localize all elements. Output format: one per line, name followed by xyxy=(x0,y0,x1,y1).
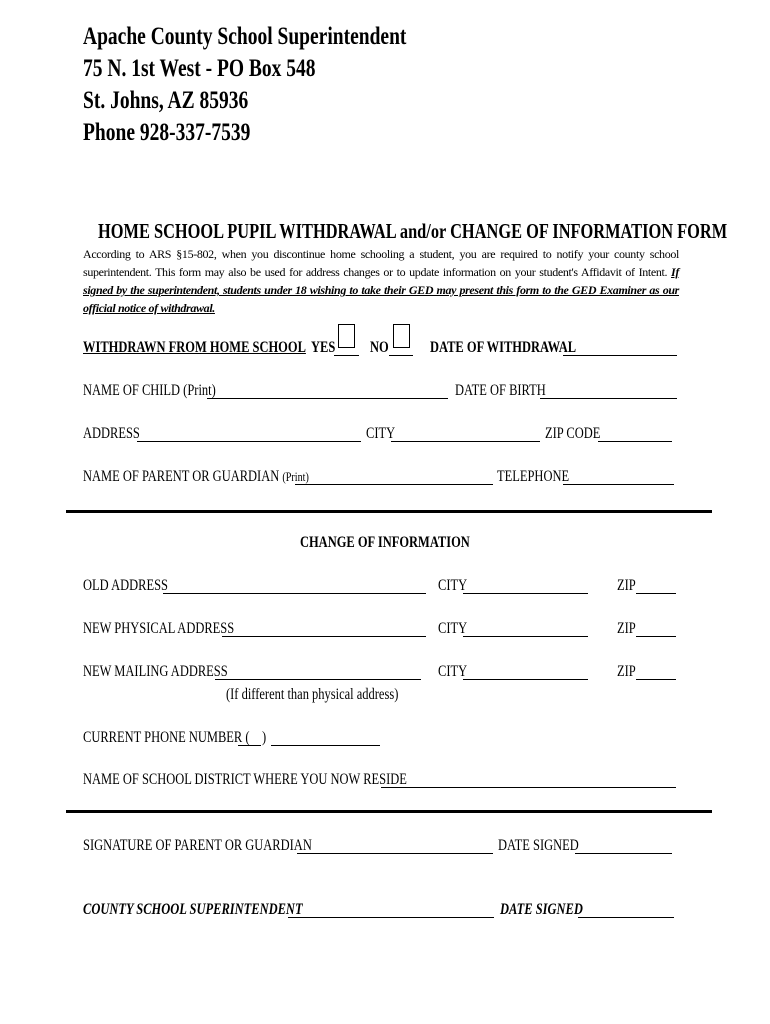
superintendent-signature-field[interactable] xyxy=(288,917,494,918)
superintendent-date-field[interactable] xyxy=(578,917,674,918)
mailing-city-label: CITY xyxy=(438,663,468,680)
yes-checkbox[interactable] xyxy=(338,324,355,348)
address-field[interactable] xyxy=(137,441,361,442)
dob-label: DATE OF BIRTH xyxy=(455,382,546,399)
section-divider xyxy=(66,510,712,513)
address-label: ADDRESS xyxy=(83,425,140,442)
zip-code-field[interactable] xyxy=(598,441,672,442)
header-address: 75 N. 1st West - PO Box 548 xyxy=(83,55,316,82)
physical-zip-label: ZIP xyxy=(617,620,636,637)
old-zip-field[interactable] xyxy=(636,593,676,594)
intro-emphasis: If signed by the superintendent, students under 18 wishing to take their GED may present this form to the GED Examiner as our official notice of withdrawal. xyxy=(83,265,679,315)
district-label: NAME OF SCHOOL DISTRICT WHERE YOU NOW RESIDE xyxy=(83,771,407,788)
old-city-field[interactable] xyxy=(463,593,588,594)
date-of-withdrawal-label: DATE OF WITHDRAWAL xyxy=(430,339,577,356)
phone-close-paren: ) xyxy=(262,729,267,746)
child-name-field[interactable] xyxy=(207,398,448,399)
date-signed-label: DATE SIGNED xyxy=(498,837,579,854)
dob-field[interactable] xyxy=(540,398,677,399)
yes-label: YES xyxy=(311,339,336,356)
new-physical-field[interactable] xyxy=(222,636,426,637)
intro-text: According to ARS §15-802, when you discontinue home schooling a student, you are required to notify your county school superintendent. This form may also be used for address changes or to update information on your student's Affidavit of Intent. xyxy=(83,247,679,279)
area-code-field[interactable] xyxy=(238,745,261,746)
mailing-city-field[interactable] xyxy=(463,679,588,680)
header-city-state: St. Johns, AZ 85936 xyxy=(83,87,249,114)
physical-city-field[interactable] xyxy=(463,636,588,637)
telephone-label: TELEPHONE xyxy=(497,468,570,485)
current-phone-label: CURRENT PHONE NUMBER ( xyxy=(83,729,250,746)
parent-name-field[interactable] xyxy=(295,484,493,485)
zip-code-label: ZIP CODE xyxy=(545,425,601,442)
signature-divider xyxy=(66,810,712,813)
old-city-label: CITY xyxy=(438,577,468,594)
old-address-label: OLD ADDRESS xyxy=(83,577,168,594)
parent-name-label: NAME OF PARENT OR GUARDIAN (Print) xyxy=(83,468,309,485)
parent-signature-field[interactable] xyxy=(297,853,493,854)
physical-city-label: CITY xyxy=(438,620,468,637)
change-heading: CHANGE OF INFORMATION xyxy=(300,534,470,551)
physical-zip-field[interactable] xyxy=(636,636,676,637)
form-title: HOME SCHOOL PUPIL WITHDRAWAL and/or CHANGE OF INFORMATION FORM xyxy=(98,219,728,243)
old-zip-label: ZIP xyxy=(617,577,636,594)
old-address-field[interactable] xyxy=(163,593,426,594)
new-mailing-field[interactable] xyxy=(215,679,421,680)
no-checkbox[interactable] xyxy=(393,324,410,348)
mailing-zip-label: ZIP xyxy=(617,663,636,680)
no-line xyxy=(389,355,413,356)
header-phone: Phone 928-337-7539 xyxy=(83,119,251,146)
current-phone-field[interactable] xyxy=(271,745,380,746)
header-org-name: Apache County School Superintendent xyxy=(83,23,407,50)
superintendent-label: COUNTY SCHOOL SUPERINTENDENT xyxy=(83,901,303,918)
date-of-withdrawal-field[interactable] xyxy=(563,355,677,356)
mailing-note: (If different than physical address) xyxy=(226,686,399,703)
yes-line xyxy=(334,355,359,356)
superintendent-date-label: DATE SIGNED xyxy=(500,901,583,918)
new-mailing-label: NEW MAILING ADDRESS xyxy=(83,663,228,680)
district-field[interactable] xyxy=(381,787,676,788)
intro-paragraph xyxy=(83,245,679,317)
city-field[interactable] xyxy=(391,441,540,442)
no-label: NO xyxy=(370,339,389,356)
date-signed-field[interactable] xyxy=(575,853,672,854)
city-label: CITY xyxy=(366,425,396,442)
parent-print-note: (Print) xyxy=(282,469,309,484)
mailing-zip-field[interactable] xyxy=(636,679,676,680)
parent-signature-label: SIGNATURE OF PARENT OR GUARDIAN xyxy=(83,837,312,854)
withdrawn-label: WITHDRAWN FROM HOME SCHOOL xyxy=(83,339,306,356)
telephone-field[interactable] xyxy=(563,484,674,485)
child-name-label: NAME OF CHILD (Print) xyxy=(83,382,216,399)
new-physical-label: NEW PHYSICAL ADDRESS xyxy=(83,620,235,637)
